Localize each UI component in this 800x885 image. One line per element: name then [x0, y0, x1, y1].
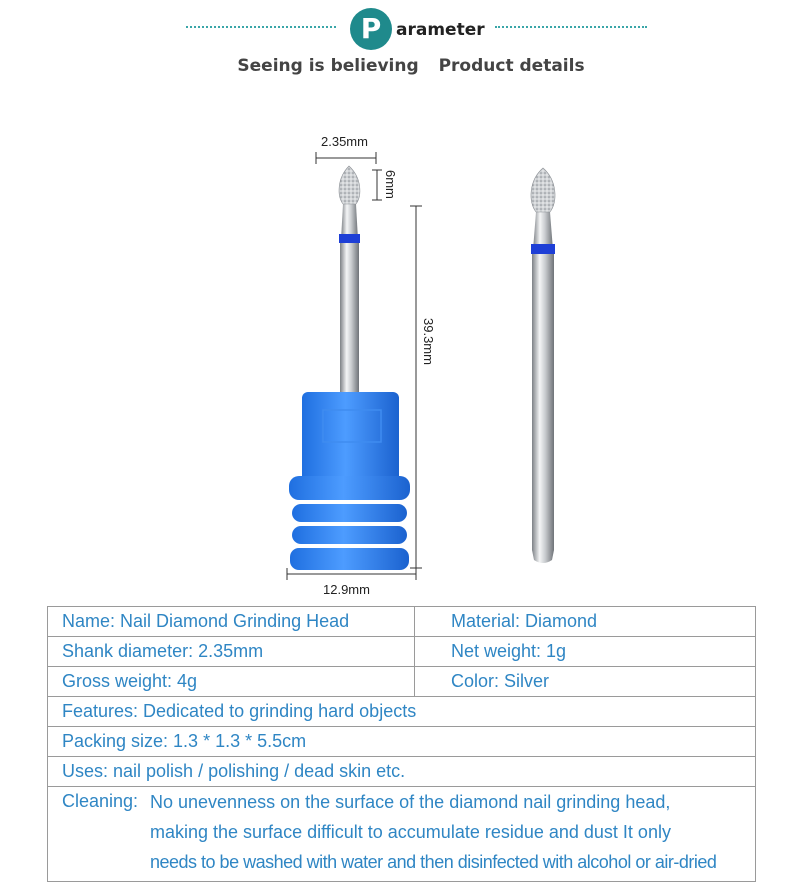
cleaning-line-2: making the surface difficult to accumulate residue and dust It only: [150, 822, 671, 842]
cleaning-text: [150, 791, 716, 881]
right-diamond-head: [531, 168, 555, 212]
table-row: [48, 757, 756, 787]
bit-standalone: [531, 168, 555, 563]
spec-shank: Shank diameter: 2.35mm: [48, 637, 415, 667]
left-diamond-head: [339, 166, 360, 204]
right-color-band: [531, 244, 555, 254]
spec-net-weight: Net weight: 1g: [415, 637, 756, 667]
dim-base-width: 12.9mm: [323, 582, 370, 597]
header-subtitle: [0, 56, 800, 76]
spec-name: Name: Nail Diamond Grinding Head: [48, 607, 415, 637]
table-row: [48, 637, 756, 667]
holder-ridge-4: [290, 548, 409, 570]
subtitle-right: Product details: [438, 56, 585, 76]
table-row: [48, 667, 756, 697]
cleaning-label: Cleaning:: [62, 791, 139, 811]
cleaning-line-3: needs to be washed with water and then disinfected with alcohol or air-dried: [150, 852, 717, 872]
spec-uses: Uses: nail polish / polishing / dead skin etc.: [48, 757, 756, 787]
header-dots-left: [186, 26, 336, 28]
header-dots-right: [495, 26, 647, 28]
left-shank: [340, 240, 359, 400]
spec-cleaning: [48, 787, 756, 882]
holder-ridge-2: [292, 504, 407, 522]
dim-length: 39.3mm: [421, 318, 436, 365]
product-illustration: [0, 100, 800, 600]
spec-features: Features: Dedicated to grinding hard objects: [48, 697, 756, 727]
header-initial-badge: P: [350, 8, 392, 50]
spec-material: Material: Diamond: [415, 607, 756, 637]
dim-tip-height: 6mm: [383, 170, 398, 199]
table-row: [48, 697, 756, 727]
spec-gross-weight: Gross weight: 4g: [48, 667, 415, 697]
header-title: arameter: [396, 20, 485, 40]
subtitle-left: Seeing is believing: [237, 56, 419, 76]
table-row: [48, 607, 756, 637]
right-shank: [532, 250, 554, 550]
table-row: [48, 787, 756, 882]
holder-ridge-3: [292, 526, 407, 544]
holder-ridge-1: [289, 476, 410, 500]
table-row: [48, 727, 756, 757]
dim-tip-width: 2.35mm: [321, 134, 368, 149]
spec-color: Color: Silver: [415, 667, 756, 697]
bit-with-holder: [289, 166, 410, 570]
left-color-band: [339, 234, 360, 243]
right-shank-end: [532, 550, 554, 563]
spec-table: [47, 606, 756, 882]
spec-packing: Packing size: 1.3 * 1.3 * 5.5cm: [48, 727, 756, 757]
cleaning-line-1: No unevenness on the surface of the diamond nail grinding head,: [150, 792, 671, 812]
